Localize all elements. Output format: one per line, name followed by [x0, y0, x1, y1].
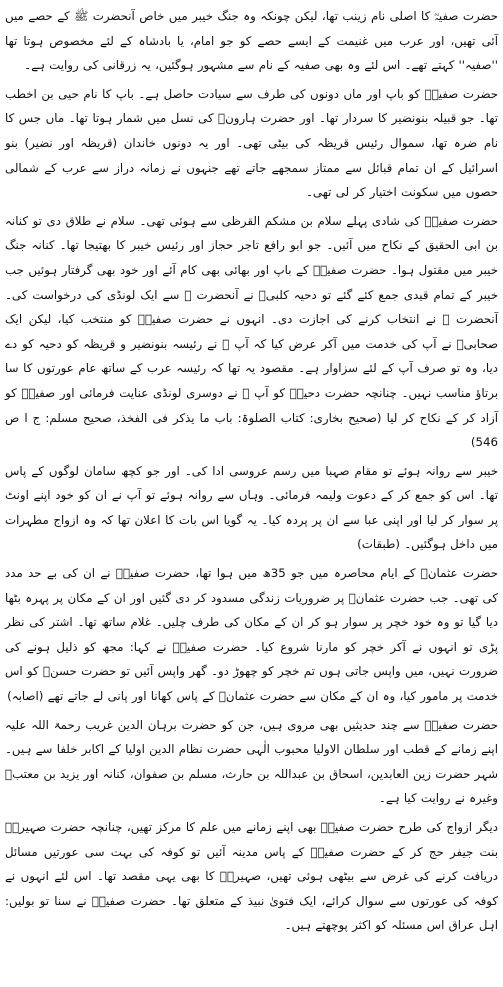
paragraph-knowledge: دیگر ازواج کی طرح حضرت صفیہؓ بھی اپنے زمانے میں علم کا مرکز تھیں، چنانچہ حضرت صہیرہؓ بنت جیفر حج کر کے حضرت صفیہؓ کے پاس مدینہ آئیں تو کوفہ کی بہت سی عورتیں مسائل دریافت کرنے کی غرض سے بیٹھی ہوئی تھیں، صہیرہؓ کا بھی یہی مقصد تھا۔ اس لئے انہوں نے کوفہ کی عورتوں سے سوال کرائے، ایک فتویٰ نبیذ کے متعلق تھا۔ حضرت صفیہؓ نے سنا تو بولیں: اہل عراق اس مسئلہ کو اکثر پوچھتے ہیں۔ [5, 820, 498, 933]
paragraph-marriage: حضرت صفیہؓ کی شادی پہلے سلام بن مشکم القرظی سے ہوئی تھی۔ سلام نے طلاق دی تو کنانہ بن ابی الحقیق کے نکاح میں آئیں۔ جو ابو رافع تاجر حجاز اور رئیس خیبر کا بھتیجا تھا۔ کنانہ جنگ خیبر میں مقتول ہوا۔ حضرت صفیہؓ کے باپ اور بھائی بھی کام آئے اور خود بھی گرفتار ہوئیں جب خیبر کے تمام قیدی جمع کئے گئے تو دحیہ کلبیؓ نے آنحضرت ﷺ سے ایک لونڈی کی درخواست کی۔ آنحضرت ﷺ نے انتخاب کرنے کی اجازت دی۔ انہوں نے حضرت صفیہؓ کو منتخب کیا، لیکن ایک صحابیؓ نے آپ کی خدمت میں آکر عرض کیا کہ آپ ﷺ نے رئیسہ بنونضیر و قریظہ کو دحیہ کو دے دیا، وہ تو صرف آپ کے لئے سزاوار ہے۔ مقصود یہ تھا کہ رئیسہ عرب کے ساتھ عام عورتوں کا سا برتاؤ مناسب نہیں۔ چنانچہ حضرت دحیہؓ کو آپ ﷺ نے دوسری لونڈی عنایت فرمائی اور صفیہؓ کو آزاد کر کے نکاح کر لیا (صحیح بخاری: کتاب الصلوۃ: باب ما یذکر فی الفخذ، صحیح مسلم: ج ا ص 546) [5, 213, 498, 450]
paragraph-name-origin: حضرت صفیہؓ کا اصلی نام زینب تھا، لیکن چونکہ وہ جنگ خیبر میں خاص آنحضرت ﷺ کے حصے میں آئی تھیں، اور عرب میں غنیمت کے ایسے حصے کو جو امام، یا بادشاہ کے لئے مخصوص ہوتا تھا ''صفیہ'' کہتے تھے۔ اس لئے وہ بھی صفیہ کے نام سے مشہور ہوگئیں، یہ زرقانی کی روایت ہے۔ [5, 9, 498, 73]
paragraph-uthman-siege: حضرت عثمانؓ کے ایام محاصرہ میں جو 35ھ میں ہوا تھا، حضرت صفیہؓ نے ان کی بے حد مدد کی تھی۔ جب حضرت عثمانؓ پر ضروریات زندگی مسدود کر دی گئیں اور ان کے مکان پر پہرہ بٹھا دیا گیا تو وہ خود خچر پر سوار ہو کر ان کے مکان کی طرف چلیں۔ غلام ساتھ تھا۔ اشتر کی نظر پڑی تو انہوں نے آکر خچر کو مارنا شروع کیا۔ حضرت صفیہؓ نے کہا: مجھ کو ذلیل ہونے کی ضرورت نہیں، میں واپس جاتی ہوں تم خچر کو چھوڑ دو۔ گھر واپس آئیں تو حضرت حسنؓ کو اس خدمت پر مامور کیا، وہ ان کے مکان سے حضرت عثمانؓ کے پاس کھانا اور پانی لے جاتے تھے (اصابہ) [5, 566, 499, 704]
paragraph-wedding: خیبر سے روانہ ہوئے تو مقام صہبا میں رسم عروسی ادا کی۔ اور جو کچھ سامان لوگوں کے پاس تھا۔ اس کو جمع کر کے دعوت ولیمہ فرمائی۔ وہاں سے روانہ ہوئے تو آپ نے ان کو خود اپنے اونٹ پر سوار کر لیا اور اپنی عبا سے ان پر پردہ کیا۔ یہ گویا اس بات کا اعلان تھا کہ وہ ازواج مطہرات میں داخل ہوگئیں۔ (طبقات) [5, 463, 498, 552]
paragraph-lineage: حضرت صفیہؓ کو باپ اور ماں دونوں کی طرف سے سیادت حاصل ہے۔ باپ کا نام حیی بن اخطب تھا۔ جو قبیلہ بنونضیر کا سردار تھا۔ اور حضرت ہارونؑ کی نسل میں شمار ہوتا تھا۔ ماں جس کا نام ضرہ تھا، سموال رئیس قریظہ کی بیٹی تھی۔ اور یہ دونوں خاندان (قریظہ اور نضیر) بنو اسرائیل کے ان تمام قبائل سے ممتاز سمجھے جاتے تھے جنہوں نے زمانہ دراز سے عرب کے شمالی حصوں میں سکونت اختیار کر لی تھی۔ [5, 86, 498, 200]
paragraph-hadith-narrators: حضرت صفیہؓ سے چند حدیثیں بھی مروی ہیں، جن کو حضرت برہان الدین غریب رحمۃ اللہ علیہ اپنے زمانے کے قطب اور سلطان الاولیا محبوب الٰہی حضرت نظام الدین اولیا کے اکابر خلفا سے ہیں۔ شہر حضرت زین العابدین، اسحاق بن عبداللہ بن حارث، مسلم بن صفوان، کنانہ اور یزید بن معتبؓ وغیرہ نے روایت کیا ہے۔ [5, 717, 498, 806]
